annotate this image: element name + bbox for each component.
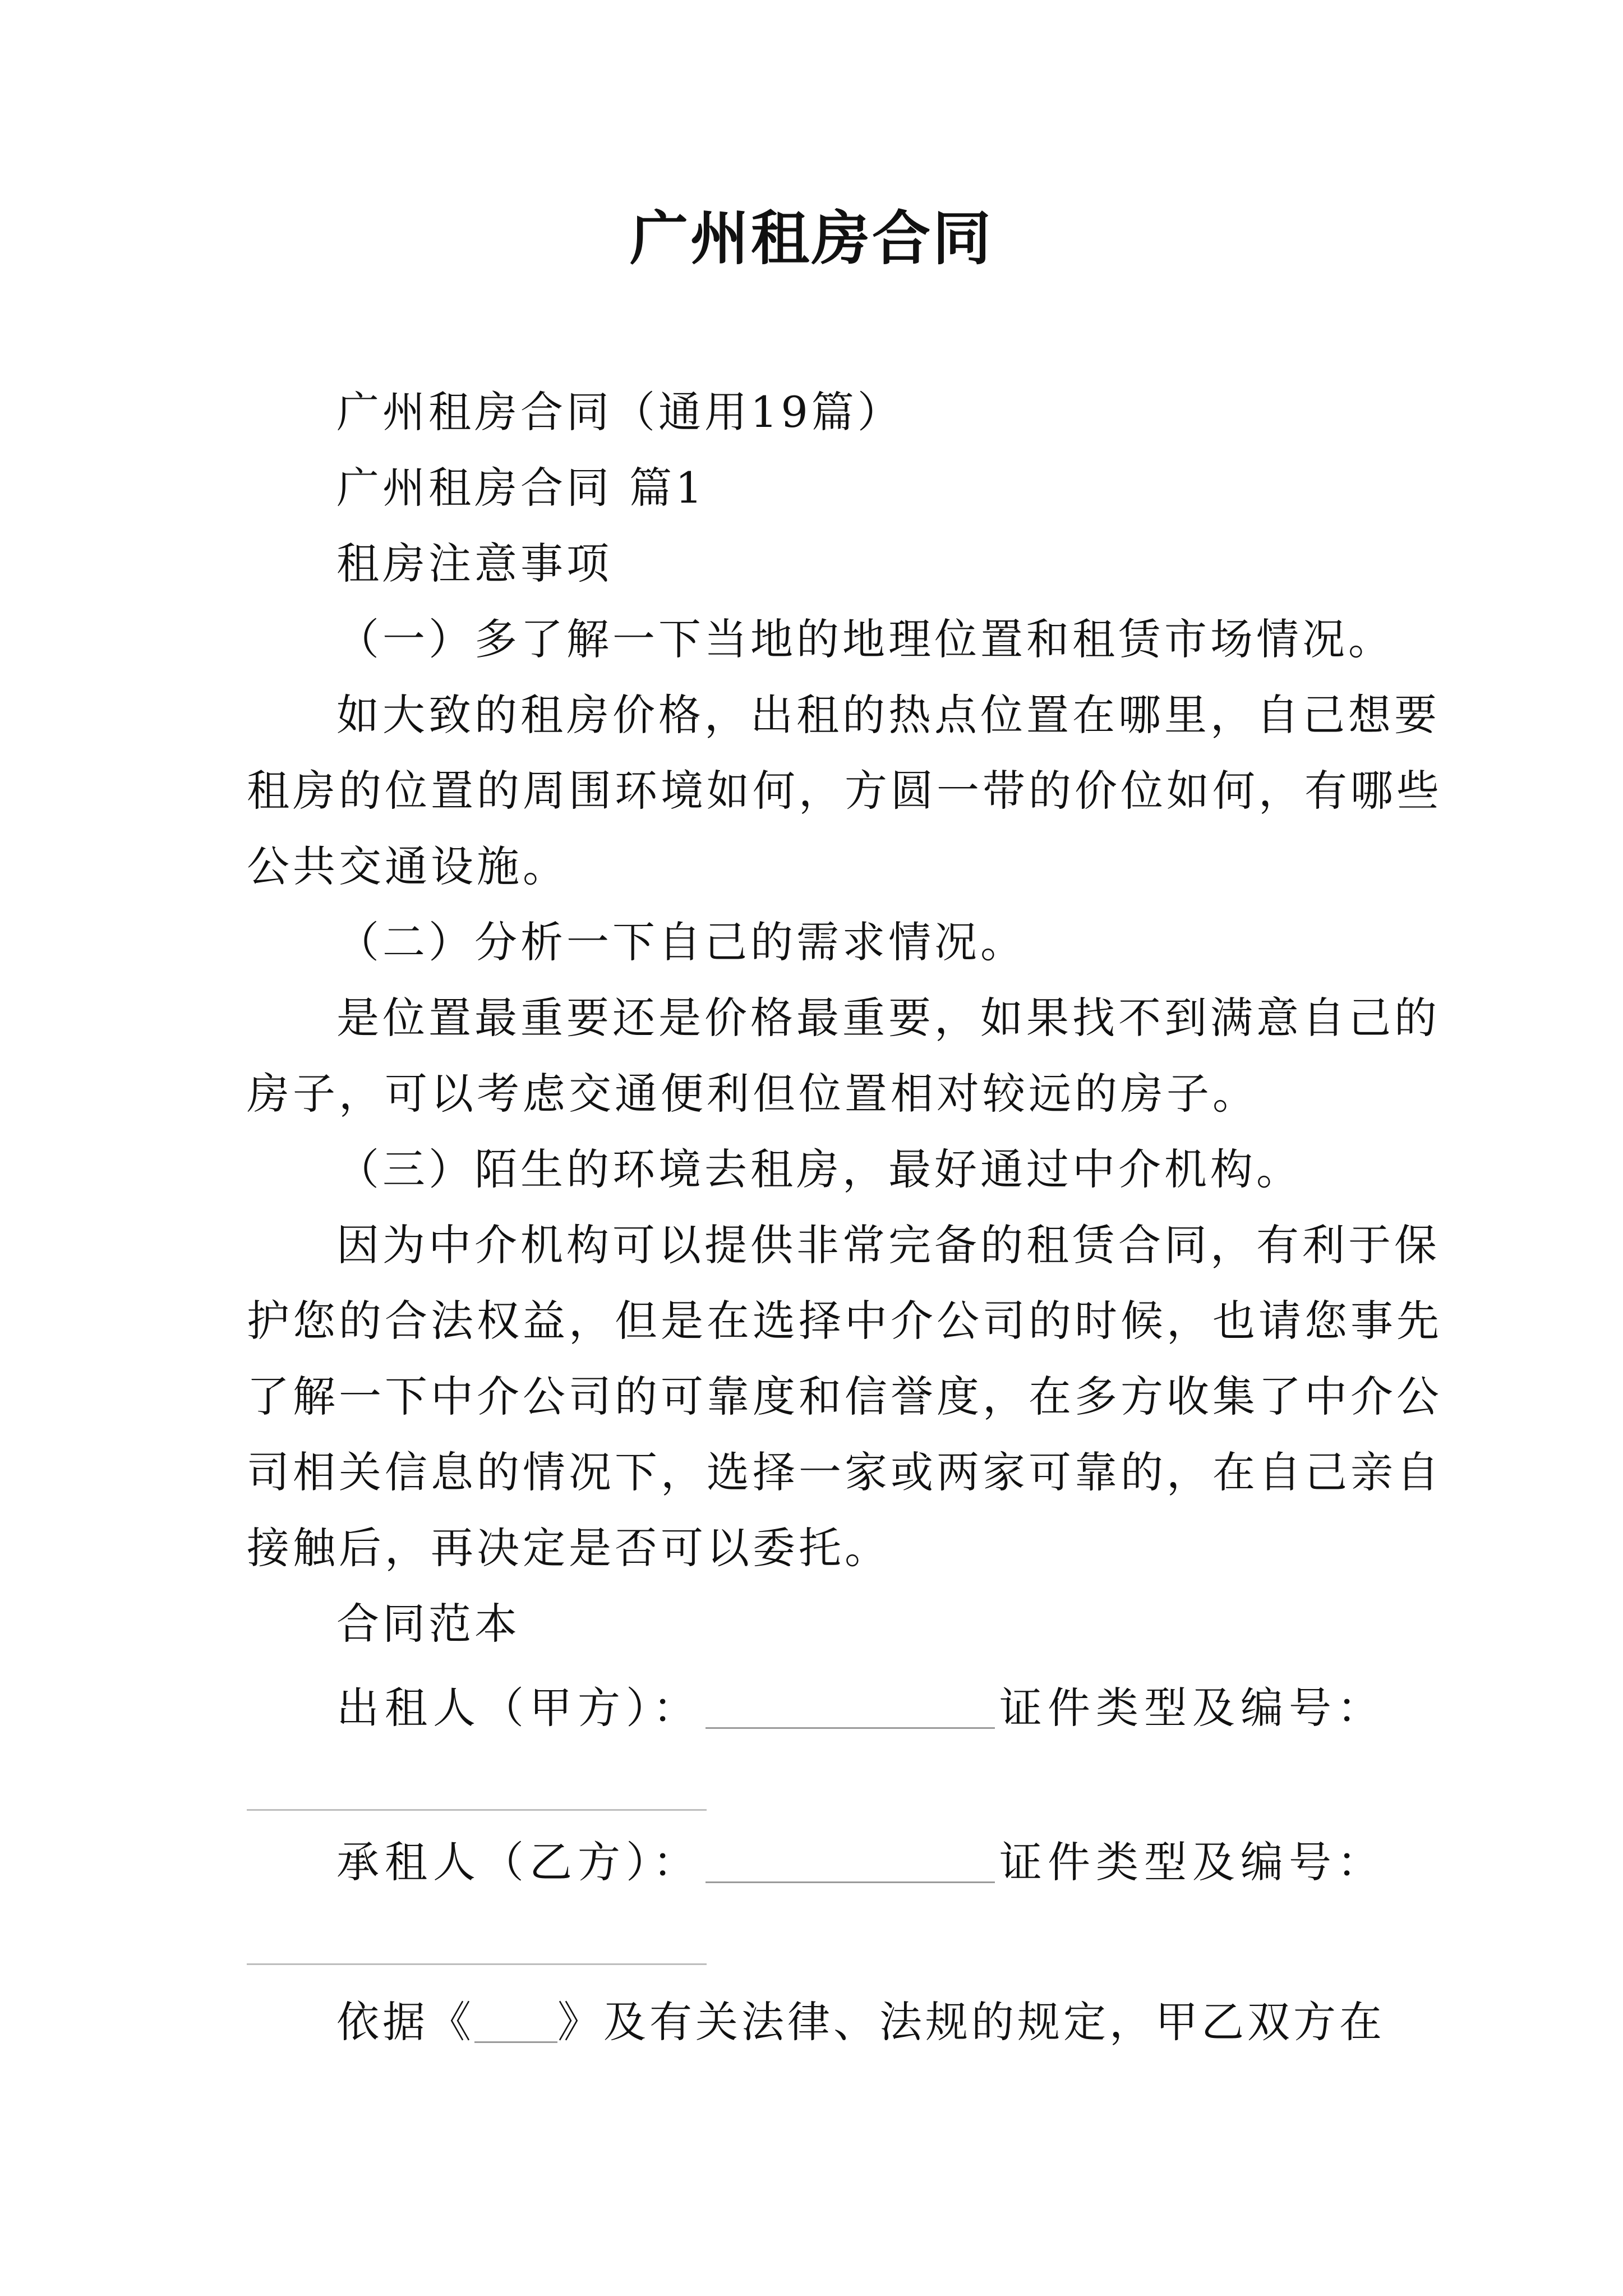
- paragraph-line: 护您的合法权益，但是在选择中介公司的时候，也请您事先: [247, 1296, 1442, 1346]
- heading-collection: 广州租房合同（通用19篇）: [336, 387, 903, 437]
- lessee-label: 承租人（乙方）：: [336, 1837, 701, 1887]
- paragraph-line: 是位置最重要还是价格最重要，如果找不到满意自己的: [336, 993, 1440, 1043]
- paragraph-item-1: （一）多了解一下当地的地理位置和租赁市场情况。: [336, 614, 1394, 664]
- heading-part-1: 广州租房合同 篇1: [336, 463, 706, 513]
- lessor-label: 出租人（甲方）：: [336, 1683, 701, 1733]
- document-title: 广州租房合同: [629, 204, 993, 273]
- lessor-name-blank[interactable]: [706, 1694, 995, 1729]
- lessor-id-label: 证件类型及编号：: [999, 1683, 1385, 1733]
- paragraph-line: 如大致的租房价格，出租的热点位置在哪里，自己想要: [336, 690, 1440, 740]
- basis-line: [336, 1991, 1385, 2053]
- paragraph-line: 了解一下中介公司的可靠度和信誉度，在多方收集了中介公: [247, 1372, 1442, 1421]
- lessee-name-blank[interactable]: [706, 1848, 995, 1883]
- lessor-row: [336, 1677, 1385, 1739]
- paragraph-line: 房子，可以考虑交通便利但位置相对较远的房子。: [247, 1069, 1258, 1119]
- paragraph-item-3: （三）陌生的环境去租房，最好通过中介机构。: [336, 1144, 1302, 1194]
- lessee-row: [336, 1832, 1385, 1893]
- paragraph-line: 公共交通设施。: [247, 841, 569, 891]
- law-name-blank[interactable]: [474, 2008, 557, 2043]
- paragraph-line: 接触后，再决定是否可以委托。: [247, 1523, 891, 1573]
- lessee-id-blank[interactable]: [247, 1963, 707, 1965]
- paragraph-line: 司相关信息的情况下，选择一家或两家可靠的，在自己亲自: [247, 1447, 1442, 1497]
- lessor-id-blank[interactable]: [247, 1809, 707, 1811]
- basis-prefix: 依据《: [336, 1997, 474, 2047]
- paragraph-line: 租房的位置的周围环境如何，方圆一带的价位如何，有哪些: [247, 766, 1442, 816]
- lessee-id-label: 证件类型及编号：: [999, 1837, 1385, 1887]
- paragraph-line: 因为中介机构可以提供非常完备的租赁合同，有利于保: [336, 1220, 1440, 1270]
- heading-notes: 租房注意事项: [336, 539, 612, 588]
- paragraph-item-2: （二）分析一下自己的需求情况。: [336, 917, 1026, 967]
- heading-contract-template: 合同范本: [336, 1599, 520, 1649]
- basis-suffix: 》及有关法律、法规的规定，甲乙双方在: [557, 1997, 1385, 2047]
